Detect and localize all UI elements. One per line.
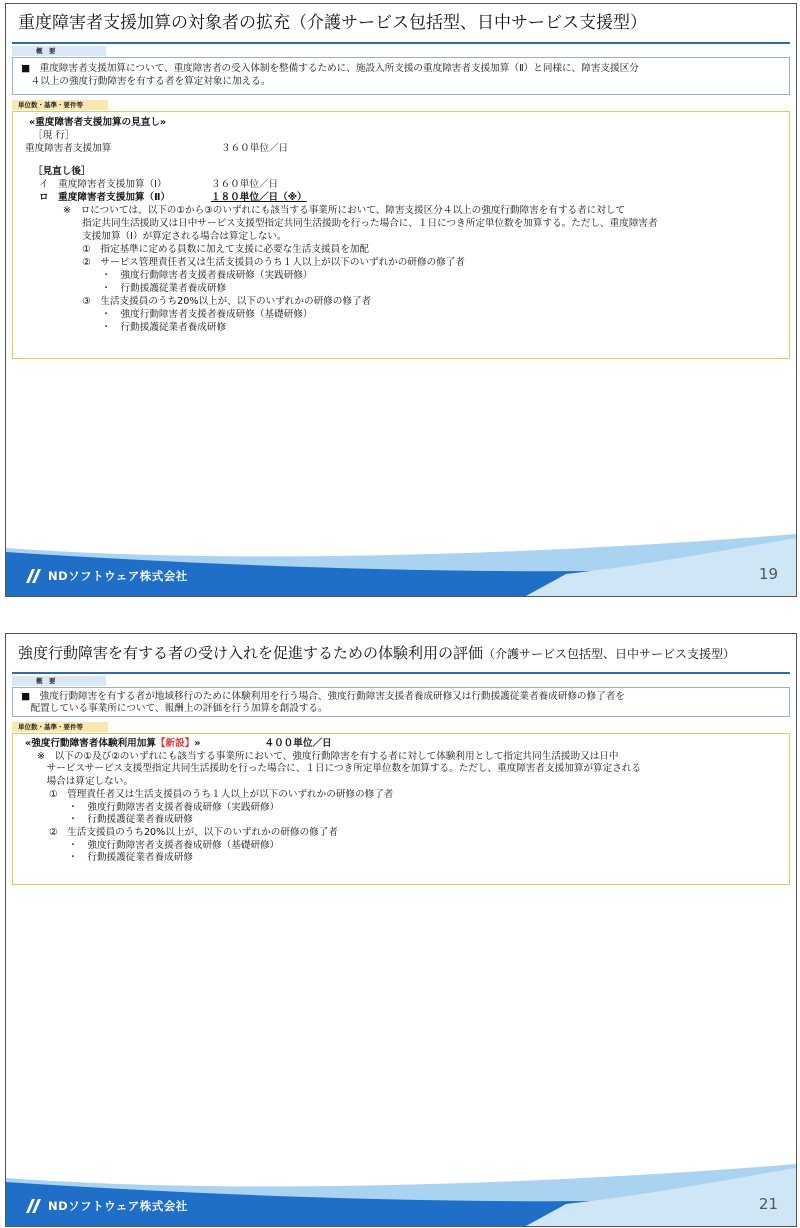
overview-line: ４以上の強度行動障害を有する者を算定対象に加える。 [21,76,271,87]
note-line: 支援加算（Ⅰ）が算定される場合は算定しない。 [63,231,287,242]
revised-row-ro [29,191,781,204]
footer-wave [6,534,796,596]
current-row [25,142,781,155]
slide-title [18,638,735,669]
revised-ro-label: ロ 重度障害者支援加算（Ⅱ） [39,192,171,203]
current-item: 重度障害者支援加算 [25,143,112,154]
requirements-box [12,111,790,359]
note-block [29,204,781,334]
note-line: ① 指定基準に定める員数に加えて支援に必要な生活支援員を加配 [63,244,370,255]
requirements-box [12,733,790,885]
slide-19 [5,3,797,597]
page-number: 19 [758,565,778,583]
note-line: ※ 以下の①及び②のいずれにも該当する事業所において、強度行動障害を有する者に対して体験利用として指定共同生活援助又は日中 [37,750,619,762]
note-line: ・ 行動援護従業者養成研修 [49,814,193,826]
revised-i-value: ３６０単位／日 [211,179,279,190]
note-line: ・ 強度行動障害者支援者養成研修（実践研修） [63,270,313,281]
logo-text: NDソフトウェア株式会社 [48,569,188,583]
logo-mark-icon [26,1199,44,1213]
requirements-label: 単位数・基準・要件等 [12,100,108,110]
note-line: ・ 強度行動障害者支援者養成研修（実践研修） [49,801,280,813]
requirements-label: 単位数・基準・要件等 [12,722,108,732]
overview-label: 概 要 [12,676,106,686]
logo-mark-icon [26,569,44,583]
revised-label: ［見直し後］ [33,166,91,177]
new-badge: 【新設】 [155,738,195,749]
heading-value: ４００単位／日 [264,738,332,749]
revised-row-i [29,178,781,191]
note-line: ・ 行動援護従業者養成研修 [63,322,227,333]
note-line: ① 管理責任者又は生活支援員のうち１人以上が以下のいずれかの研修の修了者 [49,788,394,800]
title-rule [12,672,790,674]
current-label: ［現 行］ [33,130,75,141]
overview-box [12,57,790,95]
note-line: ③ 生活支援員のうち20%以上が、以下のいずれかの研修の修了者 [63,296,372,307]
slide-title: 重度障害者支援加算の対象者の拡充（介護サービス包括型、日中サービス支援型） [18,13,647,33]
company-logo [26,568,188,584]
section-heading: «重度障害者支援加算の見直し» [29,117,167,128]
note-line: 指定共同生活援助又は日中サービス支援型指定共同生活援助を行った場合に、１日につき所定単位数を加算する。ただし、重度障害者 [63,218,658,229]
note-line: ・ 行動援護従業者養成研修 [49,852,193,864]
note-line: ・ 強度行動障害者支援者養成研修（基礎研修） [63,309,313,320]
page-number: 21 [758,1195,778,1213]
revised-i-label: イ 重度障害者支援加算（Ⅰ） [39,179,167,190]
note-line: 場合は算定しない。 [37,776,133,788]
overview-box [12,687,790,717]
overview-line: ■ 重度障害者支援加算について、重度障害者の受入体制を整備するために、施設入所支援の重度障害者支援加算（Ⅱ）と同様に、障害支援区分 [21,63,639,74]
note-block [25,751,781,865]
heading-suffix: » [194,738,201,749]
note-line: ・ 強度行動障害者支援者養成研修（基礎研修） [49,839,280,851]
note-line: ② 生活支援員のうち20%以上が、以下のいずれかの研修の修了者 [49,826,338,838]
note-line: サービスサービス支援型指定共同生活援助を行った場合に、１日につき所定単位数を加算する。ただし、重度障害者支援加算が算定される [37,763,642,775]
heading-prefix: «強度行動障害者体験利用加算 [25,738,156,749]
note-line: ※ ロについては、以下の①から③のいずれにも該当する事業所において、障害支援区分４以上の強度行動障害を有する者に対して [63,205,626,216]
logo-text: NDソフトウェア株式会社 [48,1199,188,1213]
slide-title-sub: （介護サービス包括型、日中サービス支援型） [483,647,736,661]
overview-line: 配置している事業所について、報酬上の評価を行う加算を創設する。 [21,703,328,714]
note-line: ・ 行動援護従業者養成研修 [63,283,227,294]
footer-wave [6,1164,796,1226]
overview-label: 概 要 [12,46,106,56]
slide-21 [5,633,797,1227]
revised-ro-value: １８０単位／日（※） [211,192,307,203]
company-logo [26,1198,188,1214]
section-heading [25,738,781,751]
slide-title-main: 強度行動障害を有する者の受け入れを促進するための体験利用の評価 [18,644,484,662]
note-line: ② サービス管理責任者又は生活支援員のうち１人以上が以下のいずれかの研修の修了者 [63,257,465,268]
current-value: ３６０単位／日 [221,143,289,154]
overview-line: ■ 強度行動障害を有する者が地域移行のために体験利用を行う場合、強度行動障害支援者養成研修又は行動援護従業者養成研修の修了者を [21,691,625,702]
title-rule [12,42,790,44]
